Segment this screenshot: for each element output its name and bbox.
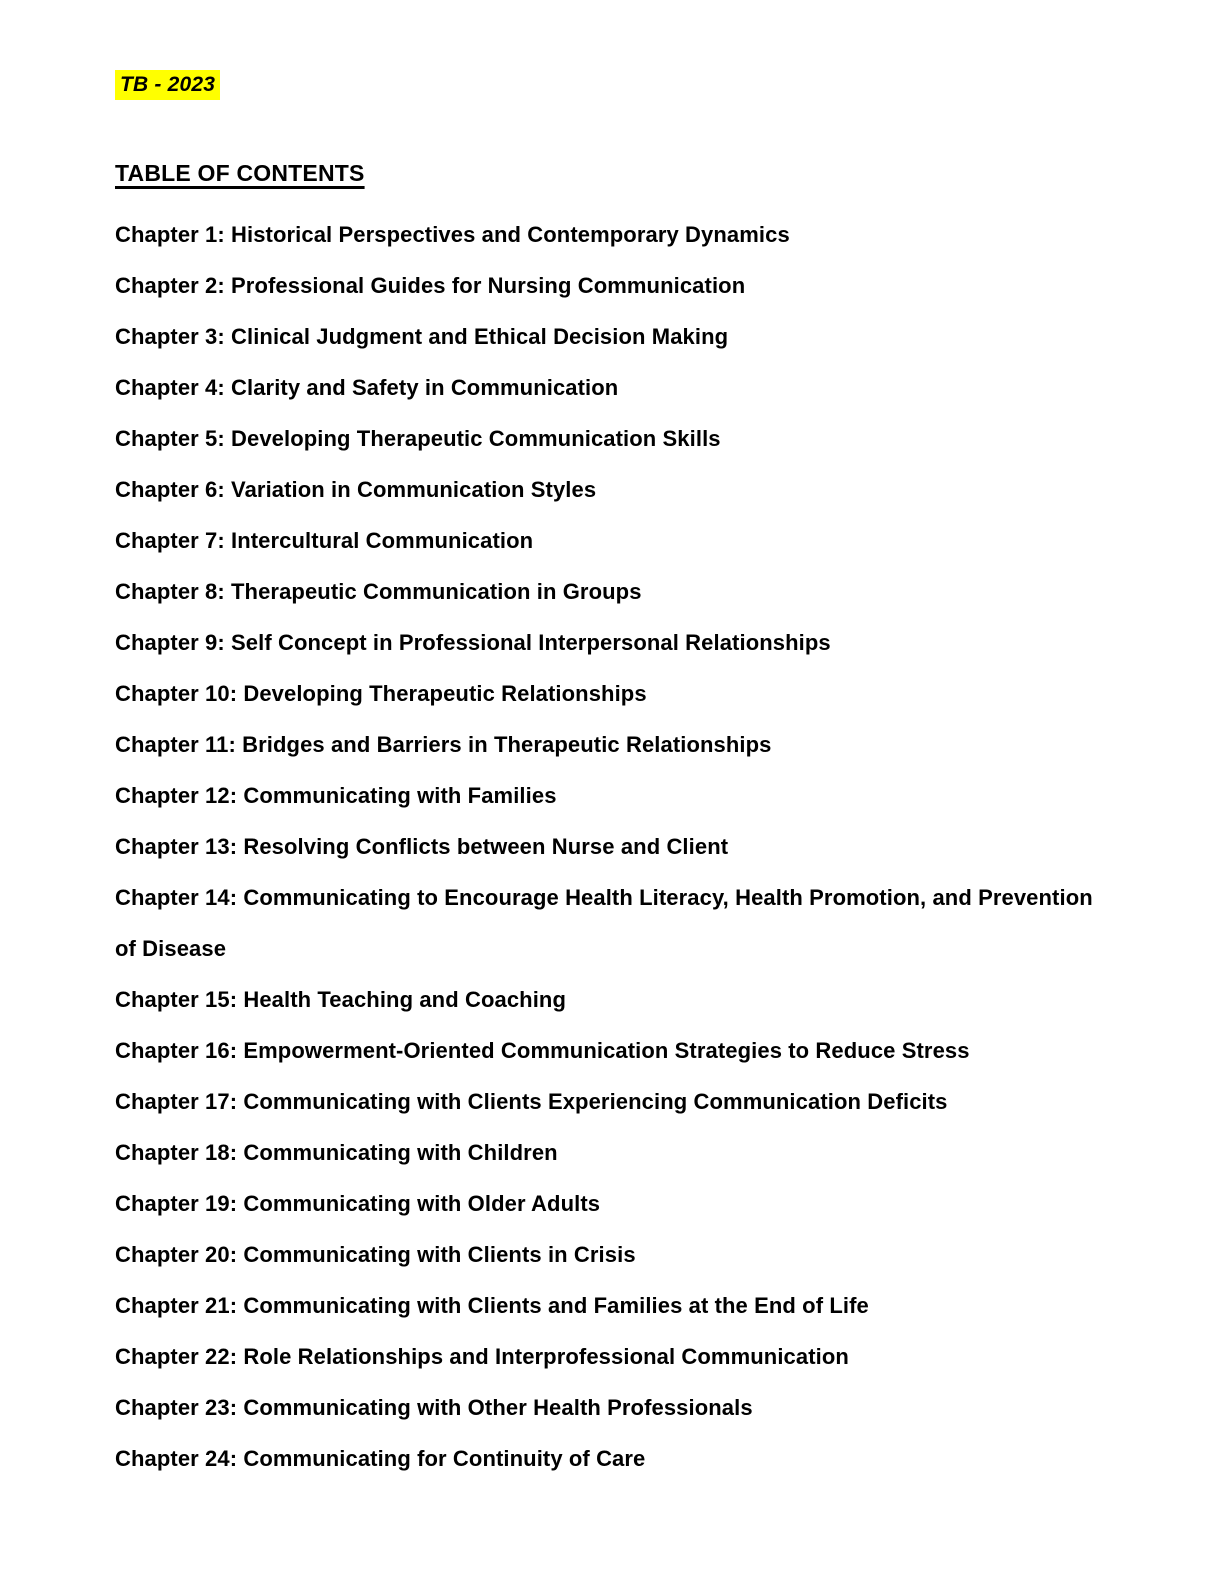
- toc-entry-chapter-1: Chapter 1: Historical Perspectives and Contemporary Dynamics: [115, 222, 790, 247]
- toc-entry-chapter-5: Chapter 5: Developing Therapeutic Communication Skills: [115, 426, 721, 451]
- toc-entry-chapter-10: Chapter 10: Developing Therapeutic Relationships: [115, 681, 647, 706]
- tb-year-highlight-label: TB - 2023: [115, 70, 220, 100]
- toc-entry-chapter-17: Chapter 17: Communicating with Clients Experiencing Communication Deficits: [115, 1089, 948, 1114]
- toc-entry-chapter-12: Chapter 12: Communicating with Families: [115, 783, 557, 808]
- toc-entry-chapter-6: Chapter 6: Variation in Communication Styles: [115, 477, 597, 502]
- toc-entry-chapter-24: Chapter 24: Communicating for Continuity of Care: [115, 1446, 646, 1471]
- toc-entry-chapter-22: Chapter 22: Role Relationships and Interprofessional Communication: [115, 1344, 849, 1369]
- toc-entry-chapter-3: Chapter 3: Clinical Judgment and Ethical Decision Making: [115, 324, 729, 349]
- toc-entry-chapter-9: Chapter 9: Self Concept in Professional Interpersonal Relationships: [115, 630, 831, 655]
- page-title: TABLE OF CONTENTS: [115, 160, 365, 186]
- toc-entry-chapter-14: Chapter 14: Communicating to Encourage Health Literacy, Health Promotion, and Prevention of Disease: [115, 885, 1093, 961]
- toc-entry-chapter-11: Chapter 11: Bridges and Barriers in Therapeutic Relationships: [115, 732, 772, 757]
- badge-row: [115, 70, 1109, 102]
- toc-entry-chapter-2: Chapter 2: Professional Guides for Nursing Communication: [115, 273, 746, 298]
- toc-entry-chapter-16: Chapter 16: Empowerment-Oriented Communication Strategies to Reduce Stress: [115, 1038, 970, 1063]
- toc-entry-chapter-23: Chapter 23: Communicating with Other Health Professionals: [115, 1395, 753, 1420]
- chapter-list: [115, 209, 1109, 1484]
- toc-entry-chapter-19: Chapter 19: Communicating with Older Adults: [115, 1191, 601, 1216]
- toc-entry-chapter-13: Chapter 13: Resolving Conflicts between Nurse and Client: [115, 834, 729, 859]
- toc-entry-chapter-4: Chapter 4: Clarity and Safety in Communication: [115, 375, 619, 400]
- toc-entry-chapter-20: Chapter 20: Communicating with Clients in Crisis: [115, 1242, 636, 1267]
- toc-entry-chapter-7: Chapter 7: Intercultural Communication: [115, 528, 534, 553]
- toc-entry-chapter-8: Chapter 8: Therapeutic Communication in Groups: [115, 579, 642, 604]
- toc-entry-chapter-21: Chapter 21: Communicating with Clients and Families at the End of Life: [115, 1293, 869, 1318]
- toc-entry-chapter-18: Chapter 18: Communicating with Children: [115, 1140, 558, 1165]
- toc-entry-chapter-15: Chapter 15: Health Teaching and Coaching: [115, 987, 566, 1012]
